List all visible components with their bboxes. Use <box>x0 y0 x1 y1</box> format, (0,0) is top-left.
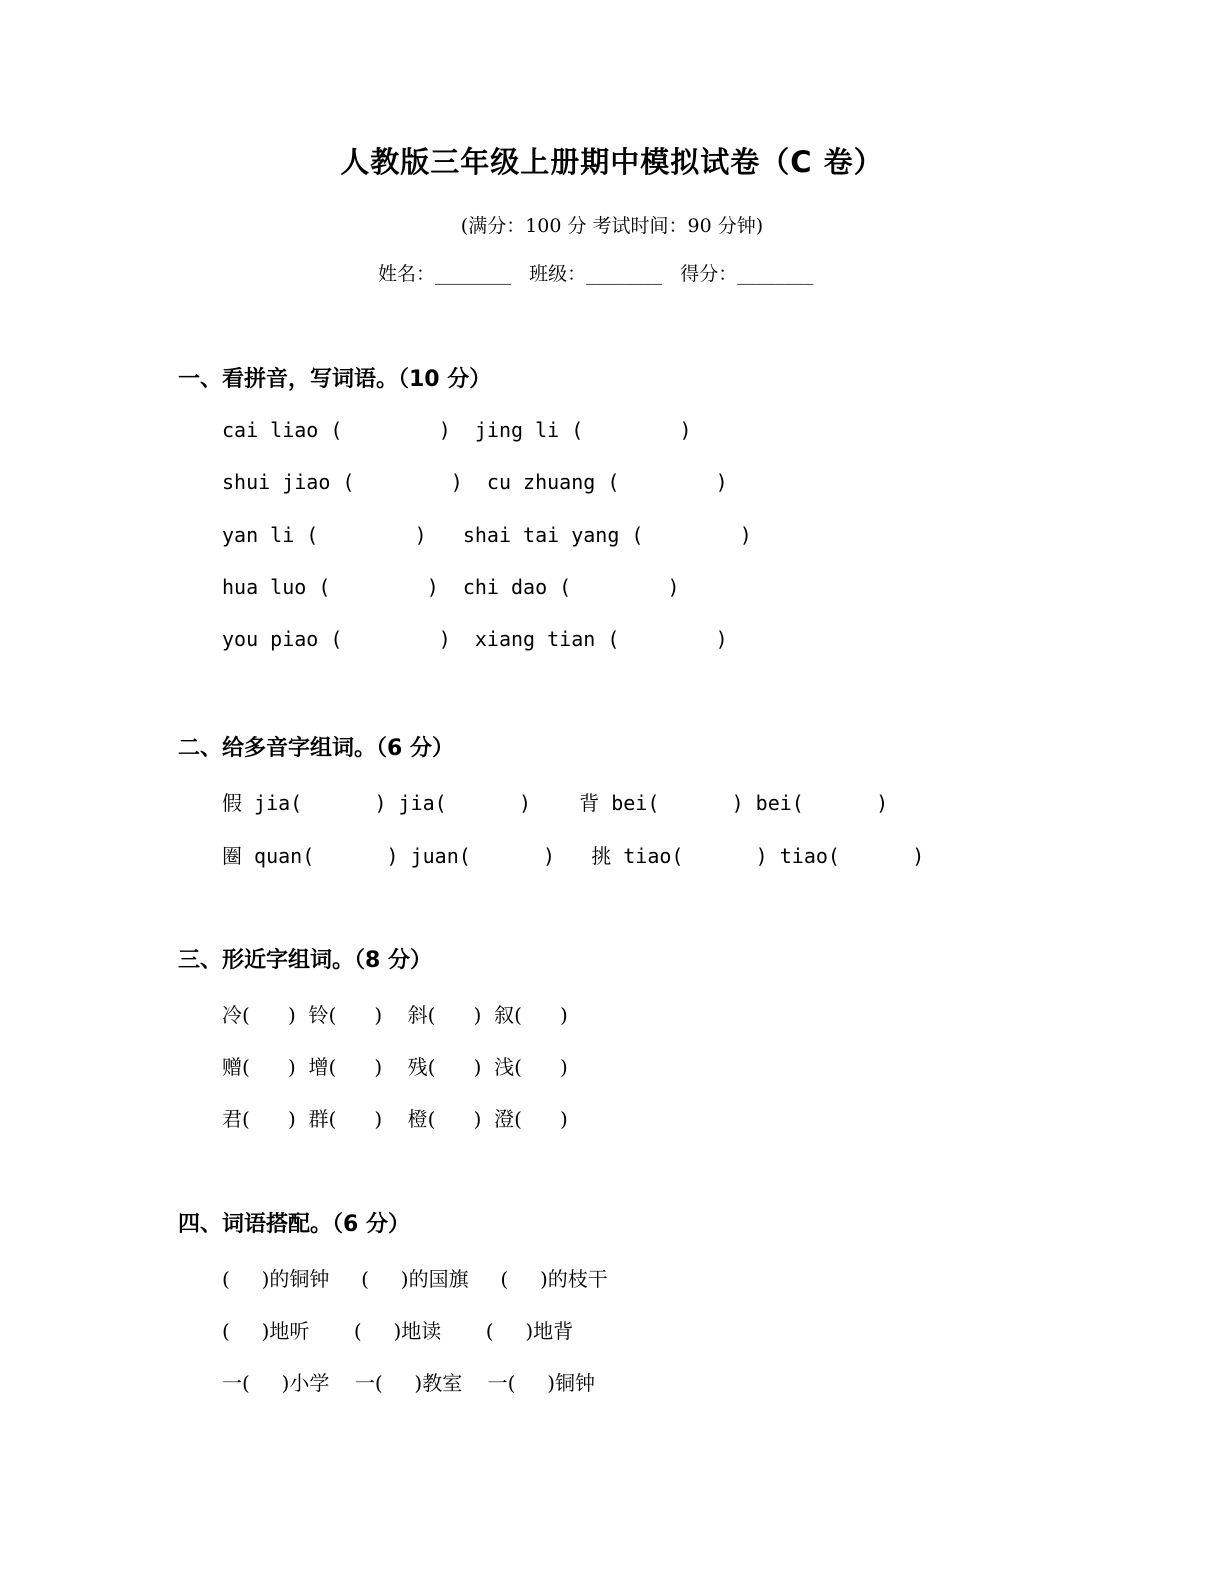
question-line: 君( ) 群( ) 橙( ) 澄( ) <box>222 1107 568 1131</box>
question-line: 一( )小学 一( )教室 一( )铜钟 <box>222 1371 596 1395</box>
question-line: 冷( ) 铃( ) 斜( ) 叙( ) <box>222 1003 568 1027</box>
student-info-line: 姓名：________ 班级：________ 得分：________ <box>378 263 814 285</box>
question-line: cai liao ( ) jing li ( ) <box>222 418 692 442</box>
question-line: you piao ( ) xiang tian ( ) <box>222 627 728 651</box>
question-line: 假 jia( ) jia( ) 背 bei( ) bei( ) <box>222 791 889 815</box>
page-title: 人教版三年级上册期中模拟试卷（C 卷） <box>340 145 884 179</box>
section-heading-3: 三、形近字组词。（8 分） <box>178 948 432 973</box>
question-line: shui jiao ( ) cu zhuang ( ) <box>222 470 728 494</box>
section-heading-2: 二、给多音字组词。（6 分） <box>178 736 454 761</box>
question-line: ( )地听 ( )地读 ( )地背 <box>222 1319 574 1343</box>
section-heading-4: 四、词语搭配。（6 分） <box>178 1212 410 1237</box>
section-heading-1: 一、看拼音，写词语。（10 分） <box>178 367 492 392</box>
question-line: 赠( ) 增( ) 残( ) 浅( ) <box>222 1055 568 1079</box>
question-line: yan li ( ) shai tai yang ( ) <box>222 523 752 547</box>
question-line: ( )的铜钟 ( )的国旗 ( )的枝干 <box>222 1267 608 1291</box>
question-line: hua luo ( ) chi dao ( ) <box>222 575 680 599</box>
exam-meta: (满分：100 分 考试时间：90 分钟) <box>460 215 764 237</box>
question-line: 圈 quan( ) juan( ) 挑 tiao( ) tiao( ) <box>222 844 925 868</box>
